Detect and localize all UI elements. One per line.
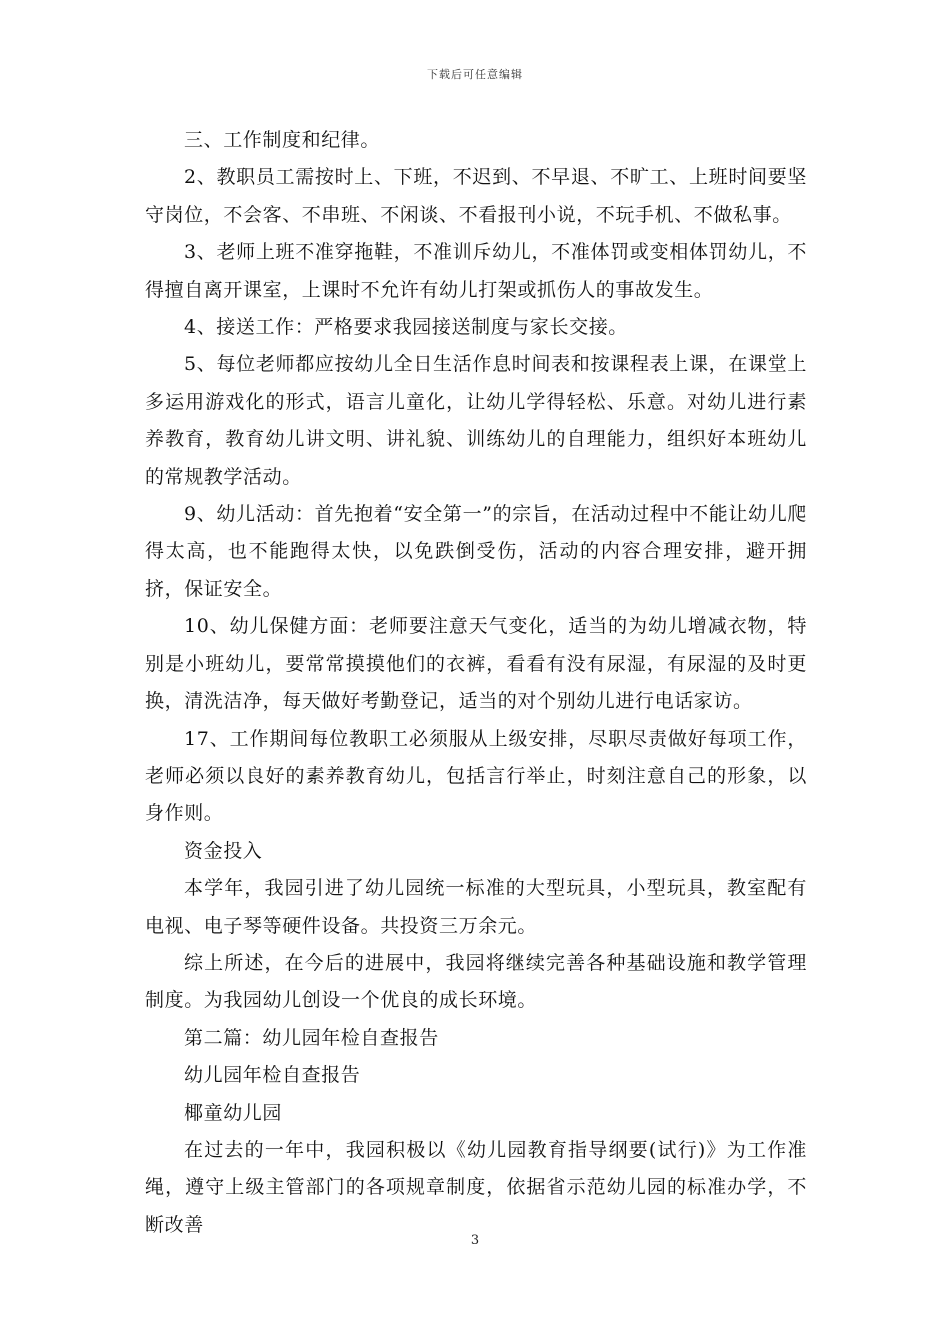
page-number: 3 [470,1233,480,1248]
section-heading: 三、工作制度和纪律。 [184,129,381,151]
paragraph: 5、每位老师都应按幼儿全日生活作息时间表和按课程表上课，在课堂上多运用游戏化的形式，语言儿童化，让幼儿学得轻松、乐意。对幼儿进行素养教育，教育幼儿讲文明、讲礼貌、训练幼儿的自理能力，组织好本班幼儿的常规教学活动。 [145,353,807,488]
section-heading: 资金投入 [184,839,263,862]
paragraph: 4、接送工作：严格要求我园接送制度与家长交接。 [184,316,628,339]
organization-name: 椰童幼儿园 [184,1101,283,1124]
paragraph: 17、工作期间每位教职工必须服从上级安排，尽职尽责做好每项工作，老师必须以良好的素养教育幼儿，包括言行举止，时刻注意自己的形象，以身作则。 [145,727,807,825]
paragraph: 2、教职员工需按时上、下班，不迟到、不早退、不旷工、上班时间要坚守岗位，不会客、不串班、不闲谈、不看报刊小说，不玩手机、不做私事。 [145,166,807,226]
paragraph: 本学年，我园引进了幼儿园统一标准的大型玩具，小型玩具，教室配有电视、电子琴等硬件设备。共投资三万余元。 [145,877,807,937]
paragraph: 10、幼儿保健方面：老师要注意天气变化，适当的为幼儿增减衣物，特别是小班幼儿，要常常摸摸他们的衣裤，看看有没有尿湿，有尿湿的及时更换，清洗洁净，每天做好考勤登记，适当的对个别幼儿进行电话家访。 [145,615,807,713]
paragraph: 在过去的一年中，我园积极以《幼儿园教育指导纲要(试行)》为工作准绳，遵守上级主管部门的各项规章制度，依据省示范幼儿园的标准办学，不断改善 [145,1138,807,1236]
paragraph: 3、老师上班不准穿拖鞋，不准训斥幼儿，不准体罚或变相体罚幼儿，不得擅自离开课室，上课时不允许有幼儿打架或抓伤人的事故发生。 [145,241,807,301]
paragraph: 综上所述，在今后的进展中，我园将继续完善各种基础设施和教学管理制度。为我园幼儿创设一个优良的成长环境。 [145,951,807,1012]
document-body [145,122,807,1244]
page-header: 下载后可任意编辑 [427,68,523,81]
paragraph: 9、幼儿活动：首先抱着“安全第一”的宗旨，在活动过程中不能让幼儿爬得太高，也不能跑得太快，以免跌倒受伤，活动的内容合理安排，避开拥挤，保证安全。 [145,503,807,600]
section-heading: 第二篇：幼儿园年检自查报告 [184,1026,439,1049]
report-title: 幼儿园年检自查报告 [184,1064,361,1087]
